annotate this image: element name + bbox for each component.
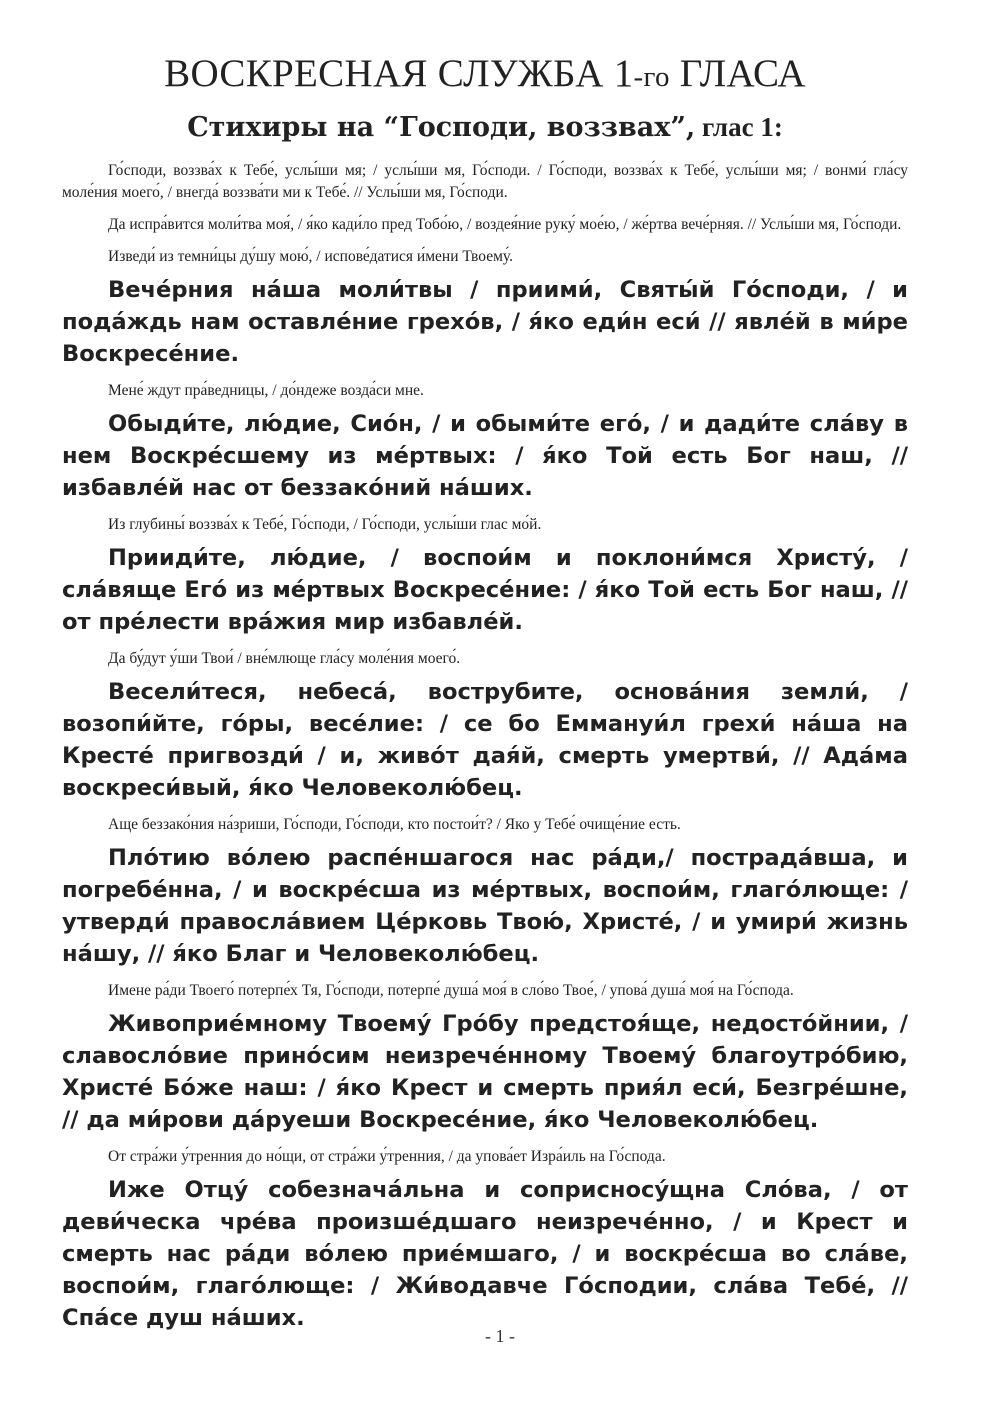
psalm-verse: Да испра́вится моли́тва моя́, / я́ко кади́ло пред Тобо́ю, / воздея́ние руку́ мое́ю, / же́ртва вече́рняя. // Услы́ши мя, Го́споди. (108, 216, 902, 233)
psalm-verse: От стра́жи у́тренния до но́щи, от стра́жи у́тренния, / да упова́ет Изра́иль на Го́спода. (108, 1148, 666, 1165)
psalm-verse: Мене́ ждут пра́ведницы, / до́ндеже возда́си мне. (108, 382, 424, 399)
section-heading (62, 109, 908, 146)
page-number: - 1 - (485, 1326, 515, 1346)
stichera-text: Иже Отцу́ собезнача́льна и соприсносу́щна Сло́ва, / от деви́ческа чре́ва произше́дшаго неизрече́нно, / и Крест и смерть нас ра́ди во́лею прие́мшаго, / и воскре́сша во сла́ве, воспои́м, глаго́люще: / Жи́водавче Го́сподии, сла́ва Тебе́, // Спа́се душ на́ших. (62, 1177, 908, 1331)
psalm-verse: Да бу́дут у́ши Твои́ / вне́млюще гла́су моле́ния моего́. (108, 650, 461, 667)
stichera-text: Вече́рния на́ша моли́твы / приими́, Святы́й Го́споди, / и пода́ждь нам оставле́ние грехо́в, / я́ко еди́н еси́ // явле́й в ми́ре Воскресе́ние. (62, 277, 908, 367)
psalm-verse: Имене ра́ди Твоего́ потерпе́х Тя, Го́споди, потерпе́ душа́ моя́ в сло́во Твое́, / упова́ душа́ моя́ на Го́спода. (108, 982, 794, 999)
title-suffix: -го (633, 61, 670, 93)
title-end: ГЛАСА (669, 52, 806, 95)
psalm-verse: Го́споди, воззва́х к Тебе́, услы́ши мя; / услы́ши мя, Го́споди. / Го́споди, воззва́х к Тебе́, услы́ши мя; / вонми́ гла́су моле́ния моего́, / внегда́ воззва́ти ми к Тебе́. // Услы́ши мя, Го́споди. (62, 162, 908, 201)
stichera-text: Живоприе́мному Твоему́ Гро́бу предстоя́ще, недосто́йнии, / славосло́вие прино́сим неизрече́нному Твоему́ благоутро́бию, Христе́ Бо́же наш: / я́ко Крест и смерть прия́л еси́, Безгре́шне, // да ми́рови да́руеши Воскресе́ние, я́ко Человеколю́бец. (62, 1011, 908, 1133)
stichera-text: Весели́теся, небеса́, вострубите, основа́ния земли́, / возопи́йте, го́ры, весе́лие: / се бо Еммануи́л грехи́ на́ша на Кресте́ пригвозди́ / и, живо́т дая́й, смерть умертви́, // Ада́ма воскреси́вый, я́ко Человеколю́бец. (62, 679, 908, 801)
section-heading-main: Стихиры на “Господи, воззвах”, (187, 112, 696, 143)
psalm-verse: Аще беззако́ния на́зриши, Го́споди, Го́споди, кто постои́т? / Яко у Тебе́ очище́ние есть. (108, 816, 681, 833)
psalm-verse: Изведи́ из темни́цы ду́шу мою́, / испове́датися и́мени Твоему́. (108, 248, 513, 265)
page-title (62, 50, 908, 101)
page-content (62, 50, 908, 1344)
stichera-text: Прииди́те, лю́дие, / воспои́м и поклони́мся Христу́, / сла́вяще Его́ из ме́ртвых Воскресе́ние: / я́ко Той есть Бог наш, // от пре́лести вра́жия мир избавле́й. (62, 545, 908, 635)
stichera-text: Пло́тию во́лею распе́ншагося нас ра́ди,/ пострада́вша, и погребе́нна, / и воскре́сша из ме́ртвых, воспои́м, глаго́люще: / утверди́ правосла́вием Це́рковь Твою́, Христе́, / и умири́ жизнь на́шу, // я́ко Благ и Человеколю́бец. (62, 845, 908, 967)
psalm-verse: Из глубины́ воззва́х к Тебе́, Го́споди, / Го́споди, услы́ши глас мо́й. (108, 516, 542, 533)
stichera-text: Обыди́те, лю́дие, Сио́н, / и обыми́те его́, / и дади́те сла́ву в нем Воскре́сшему из ме́ртвых: / я́ко Той есть Бог наш, // избавле́й нас от беззако́ний на́ших. (62, 411, 908, 501)
section-heading-glas: глас 1: (695, 112, 783, 142)
title-main: ВОСКРЕСНАЯ СЛУЖБА 1 (164, 52, 634, 95)
